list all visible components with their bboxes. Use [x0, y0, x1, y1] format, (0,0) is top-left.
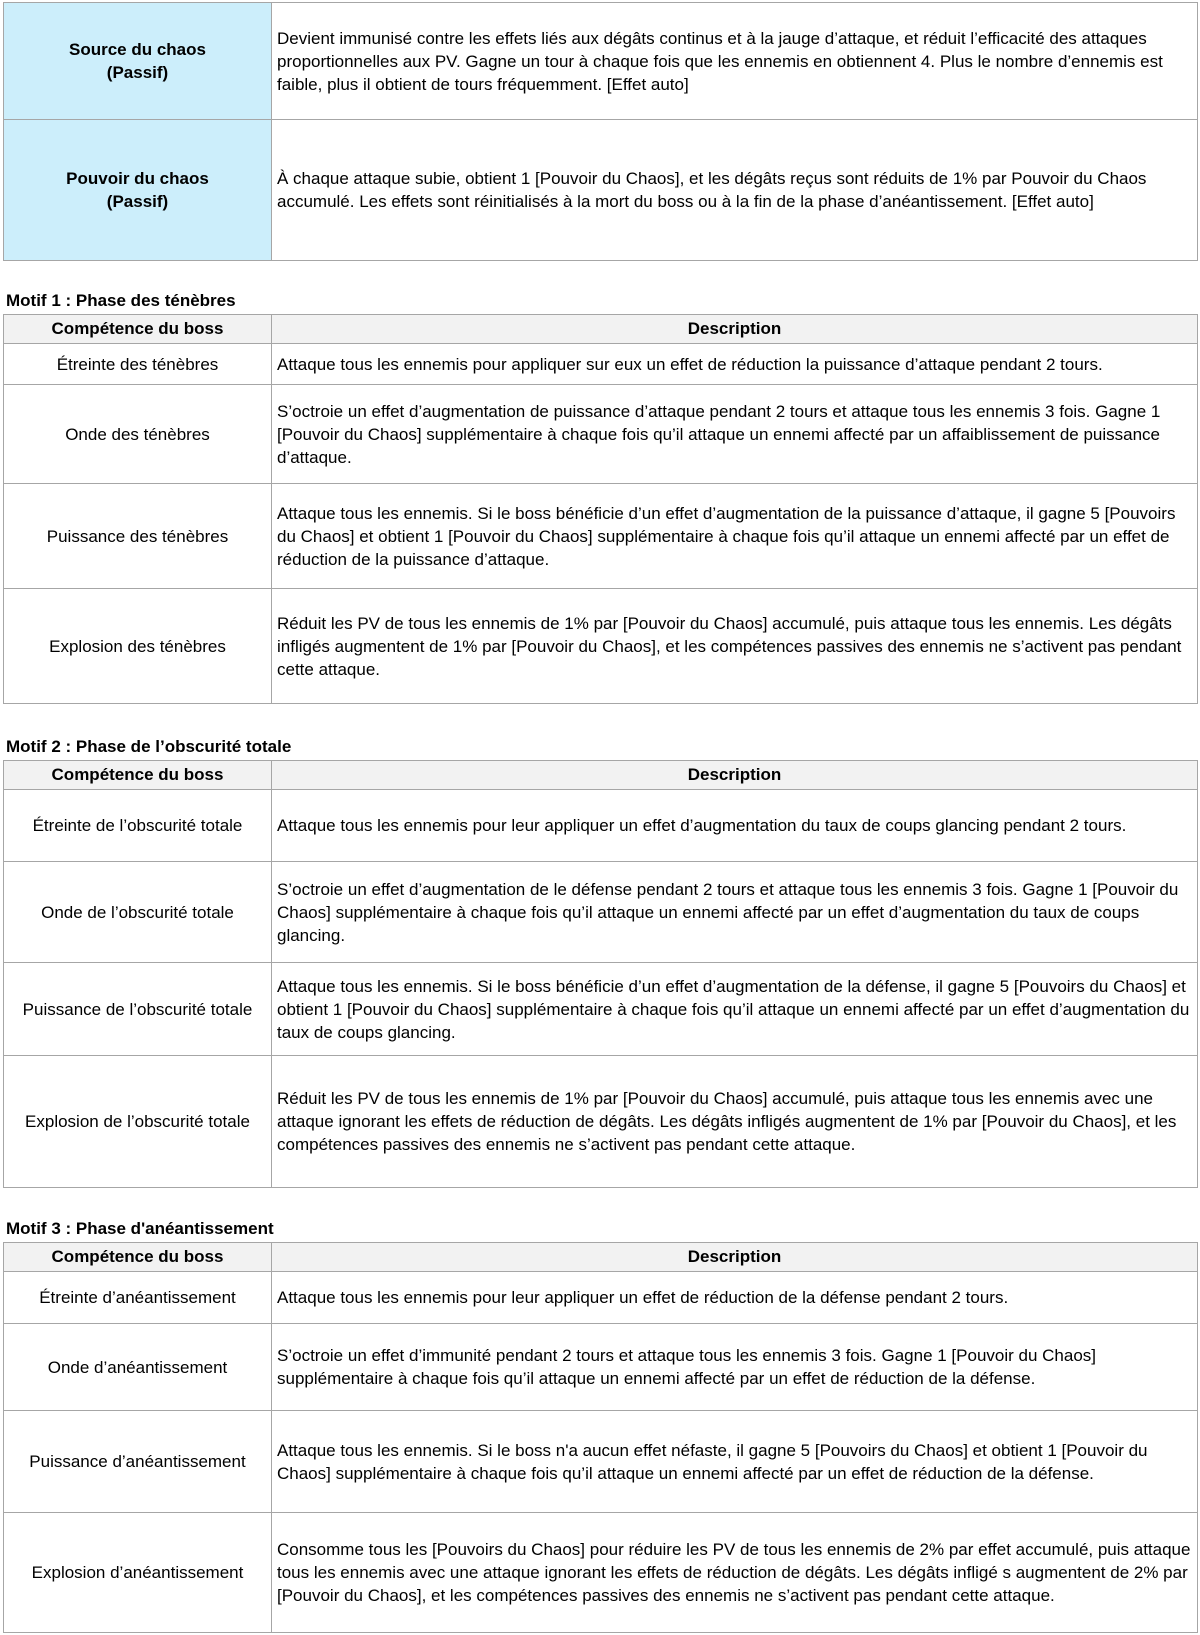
passive-name-pouvoir-du-chaos: [4, 120, 272, 261]
skill-name: Étreinte de l’obscurité totale: [4, 790, 272, 862]
motif-2-table: [3, 760, 1198, 1188]
column-header-description: Description: [272, 761, 1198, 790]
motif-3-table: [3, 1242, 1198, 1633]
skill-name: Explosion d’anéantissement: [4, 1513, 272, 1633]
table-header-row: [4, 761, 1198, 790]
motif-2-title: Motif 2 : Phase de l’obscurité totale: [6, 737, 292, 756]
skill-description: Attaque tous les ennemis pour leur appliquer un effet de réduction de la défense pendant 2 tours.: [272, 1272, 1198, 1324]
column-header-skill: Compétence du boss: [4, 315, 272, 344]
table-row: [4, 344, 1198, 385]
skill-name: Onde de l’obscurité totale: [4, 862, 272, 963]
skill-name: Puissance des ténèbres: [4, 484, 272, 589]
skill-name: Onde des ténèbres: [4, 385, 272, 484]
passive-table: [3, 2, 1198, 261]
column-header-skill: Compétence du boss: [4, 1243, 272, 1272]
skill-description: S’octroie un effet d’augmentation de le défense pendant 2 tours et attaque tous les ennemis 3 fois. Gagne 1 [Pouvoir du Chaos] supplémentaire à chaque fois qu’il attaque un ennemi affecté par un effet d’augmentation du taux de coups glancing.: [272, 862, 1198, 963]
passive-description: À chaque attaque subie, obtient 1 [Pouvoir du Chaos], et les dégâts reçus sont réduits de 1% par Pouvoir du Chaos accumulé. Les effets sont réinitialisés à la mort du boss ou à la fin de la phase d’anéantissement. [Effet auto]: [272, 120, 1198, 261]
column-header-skill: Compétence du boss: [4, 761, 272, 790]
motif-1-table: [3, 314, 1198, 704]
passive-name-line: Pouvoir du chaos: [66, 169, 209, 188]
motif-1-title: Motif 1 : Phase des ténèbres: [6, 291, 236, 310]
skill-description: Consomme tous les [Pouvoirs du Chaos] pour réduire les PV de tous les ennemis de 2% par effet accumulé, puis attaque tous les ennemis avec une attaque ignorant les effets de réduction de dégâts. Les dégâts infligé s augmentent de 2% par [Pouvoir du Chaos], et les compétences passives des ennemis ne s’activent pas pendant cette attaque.: [272, 1513, 1198, 1633]
column-header-description: Description: [272, 1243, 1198, 1272]
table-row: [4, 1324, 1198, 1411]
skill-description: Attaque tous les ennemis pour appliquer sur eux un effet de réduction la puissance d’attaque pendant 2 tours.: [272, 344, 1198, 385]
skill-description: S’octroie un effet d’immunité pendant 2 tours et attaque tous les ennemis 3 fois. Gagne 1 [Pouvoir du Chaos] supplémentaire à chaque fois qu’il attaque un ennemi affecté par un effet de réduction de la défense.: [272, 1324, 1198, 1411]
skill-name: Étreinte des ténèbres: [4, 344, 272, 385]
table-row: [4, 790, 1198, 862]
motif-3-title: Motif 3 : Phase d'anéantissement: [6, 1219, 274, 1238]
table-row: [4, 1411, 1198, 1513]
table-row: [4, 1513, 1198, 1633]
skill-name: Onde d’anéantissement: [4, 1324, 272, 1411]
skill-name: Explosion des ténèbres: [4, 589, 272, 704]
table-row: [4, 385, 1198, 484]
column-header-description: Description: [272, 315, 1198, 344]
skill-name: Explosion de l’obscurité totale: [4, 1056, 272, 1188]
skill-description: Attaque tous les ennemis pour leur appliquer un effet d’augmentation du taux de coups glancing pendant 2 tours.: [272, 790, 1198, 862]
skill-name: Puissance de l’obscurité totale: [4, 963, 272, 1056]
passive-type-line: (Passif): [106, 192, 169, 211]
table-row: [4, 963, 1198, 1056]
passive-type-line: (Passif): [106, 63, 169, 82]
passive-description: Devient immunisé contre les effets liés aux dégâts continus et à la jauge d’attaque, et réduit l’efficacité des attaques proportionnelles aux PV. Gagne un tour à chaque fois que les ennemis en obtiennent 4. Plus le nombre d’ennemis est faible, plus il obtient de tours fréquemment. [Effet auto]: [272, 3, 1198, 120]
skill-description: Attaque tous les ennemis. Si le boss bénéficie d’un effet d’augmentation de la défense, il gagne 5 [Pouvoirs du Chaos] et obtient 1 [Pouvoir du Chaos] supplémentaire à chaque fois qu’il attaque un ennemi affecté par un effet d’augmentation du taux de coups glancing.: [272, 963, 1198, 1056]
table-row: [4, 1056, 1198, 1188]
table-row: [4, 862, 1198, 963]
table-row: [4, 120, 1198, 261]
skill-description: S’octroie un effet d’augmentation de puissance d’attaque pendant 2 tours et attaque tous les ennemis 3 fois. Gagne 1 [Pouvoir du Chaos] supplémentaire à chaque fois qu’il attaque un ennemi affecté par un affaiblissement de puissance d’attaque.: [272, 385, 1198, 484]
skill-description: Attaque tous les ennemis. Si le boss n'a aucun effet néfaste, il gagne 5 [Pouvoirs du Chaos] et obtient 1 [Pouvoir du Chaos] supplémentaire à chaque fois qu’il attaque un ennemi affecté par un effet de réduction de la défense.: [272, 1411, 1198, 1513]
table-row: [4, 1272, 1198, 1324]
table-row: [4, 484, 1198, 589]
skill-description: Attaque tous les ennemis. Si le boss bénéficie d’un effet d’augmentation de la puissance d’attaque, il gagne 5 [Pouvoirs du Chaos] et obtient 1 [Pouvoir du Chaos] supplémentaire à chaque fois qu’il attaque un ennemi affecté par un effet de réduction de la puissance d’attaque.: [272, 484, 1198, 589]
skill-name: Puissance d’anéantissement: [4, 1411, 272, 1513]
table-header-row: [4, 1243, 1198, 1272]
table-row: [4, 3, 1198, 120]
table-row: [4, 589, 1198, 704]
skill-name: Étreinte d’anéantissement: [4, 1272, 272, 1324]
skill-description: Réduit les PV de tous les ennemis de 1% par [Pouvoir du Chaos] accumulé, puis attaque tous les ennemis. Les dégâts infligés augmentent de 1% par [Pouvoir du Chaos], et les compétences passives des ennemis ne s’activent pas pendant cette attaque.: [272, 589, 1198, 704]
passive-name-source-du-chaos: [4, 3, 272, 120]
passive-name-line: Source du chaos: [69, 40, 206, 59]
table-header-row: [4, 315, 1198, 344]
skill-description: Réduit les PV de tous les ennemis de 1% par [Pouvoir du Chaos] accumulé, puis attaque tous les ennemis avec une attaque ignorant les effets de réduction de dégâts. Les dégâts infligés augmentent de 1% par [Pouvoir du Chaos], et les compétences passives des ennemis ne s’activent pas pendant cette attaque.: [272, 1056, 1198, 1188]
